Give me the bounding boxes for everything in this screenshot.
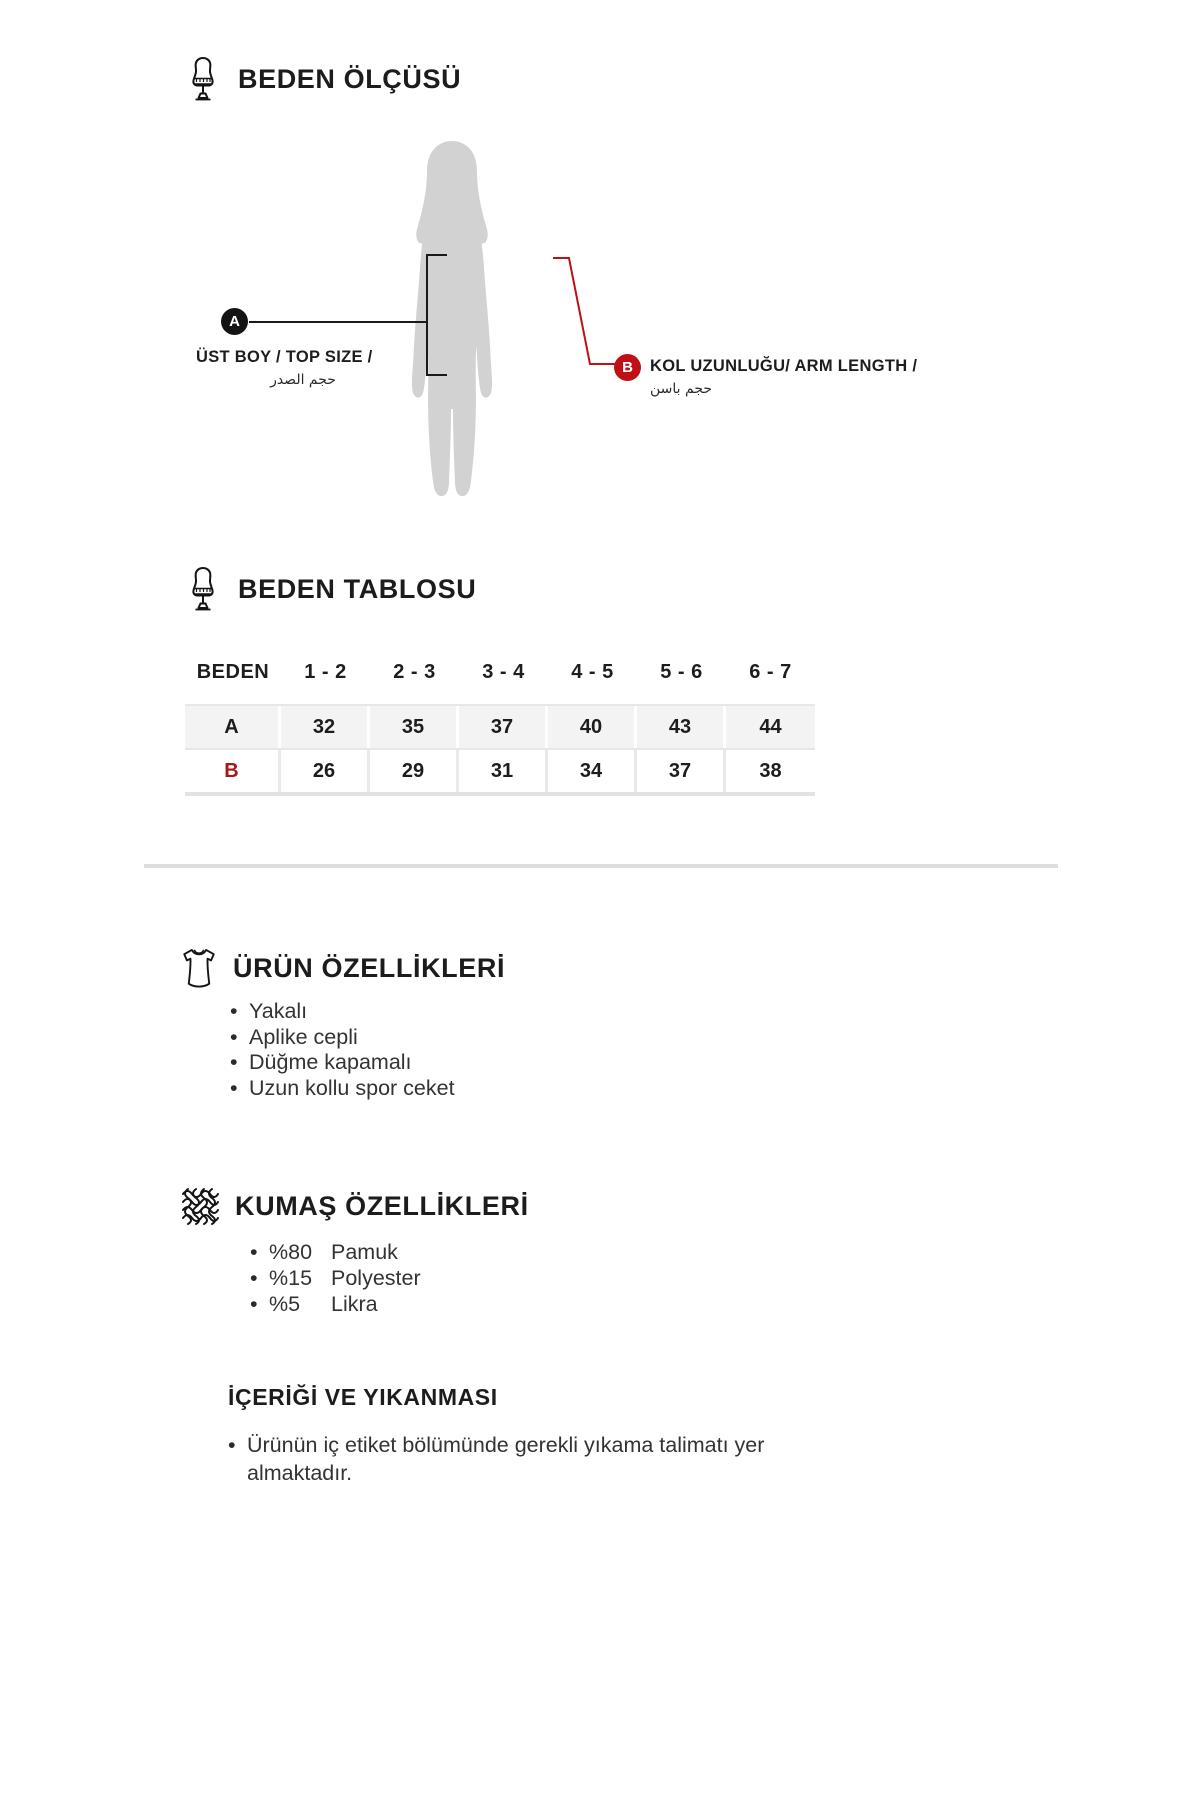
care-item: • Ürünün iç etiket bölümünde gerekli yıkama talimatı yer almaktadır. xyxy=(228,1431,828,1487)
fabric-feature-item xyxy=(250,1291,421,1317)
row-b-value: 31 xyxy=(459,750,548,792)
row-a-value: 43 xyxy=(637,706,726,748)
fabric-name: Polyester xyxy=(331,1266,421,1290)
measure-b-badge xyxy=(614,354,641,381)
fabric-features-header xyxy=(180,1186,529,1226)
row-a-label: A xyxy=(185,706,281,748)
row-b-value: 37 xyxy=(637,750,726,792)
section-divider xyxy=(144,864,1058,868)
row-b-value: 26 xyxy=(281,750,370,792)
fabric-name: Likra xyxy=(331,1292,378,1316)
measure-a-label xyxy=(196,348,410,388)
measurement-lines xyxy=(0,0,1200,540)
row-a-value: 35 xyxy=(370,706,459,748)
measure-a-text: ÜST BOY / TOP SIZE / xyxy=(196,348,373,366)
size-table-col-header: BEDEN xyxy=(196,660,270,683)
size-table xyxy=(185,652,815,796)
fabric-feature-item xyxy=(250,1239,421,1265)
row-a-value: 32 xyxy=(281,706,370,748)
measure-a-badge xyxy=(221,308,248,335)
fabric-features-list xyxy=(250,1239,421,1317)
row-b-value: 34 xyxy=(548,750,637,792)
dress-form-icon xyxy=(183,566,223,612)
size-measure-title: BEDEN ÖLÇÜSÜ xyxy=(238,63,462,94)
row-b-value: 38 xyxy=(726,750,815,792)
size-measure-header xyxy=(183,56,461,102)
size-table-col-header: 2 - 3 xyxy=(393,660,436,683)
fabric-percent: %5 xyxy=(269,1292,301,1316)
fabric-name: Pamuk xyxy=(331,1240,398,1264)
table-row-a xyxy=(185,704,815,748)
dress-form-icon xyxy=(183,56,223,102)
row-a-value: 44 xyxy=(726,706,815,748)
product-features-header xyxy=(180,946,505,990)
size-table-col-header: 5 - 6 xyxy=(660,660,703,683)
product-features-title: ÜRÜN ÖZELLİKLERİ xyxy=(233,952,506,983)
fabric-percent: %80 xyxy=(269,1240,313,1264)
child-silhouette xyxy=(385,136,519,506)
size-table-col-header: 1 - 2 xyxy=(304,660,347,683)
size-table-col-header: 6 - 7 xyxy=(749,660,792,683)
care-title: İÇERİĞİ VE YIKANMASI xyxy=(228,1384,498,1410)
fabric-weave-icon xyxy=(180,1186,220,1226)
product-feature-item: • Yakalı xyxy=(230,999,455,1025)
product-feature-item: • Düğme kapamalı xyxy=(230,1050,455,1076)
table-row-b xyxy=(185,748,815,796)
fabric-feature-item xyxy=(250,1265,421,1291)
size-table-col-header: 4 - 5 xyxy=(571,660,614,683)
care-header xyxy=(228,1384,498,1411)
fabric-features-title: KUMAŞ ÖZELLİKLERİ xyxy=(235,1190,529,1221)
row-a-value: 37 xyxy=(459,706,548,748)
measure-a-text-arabic: حجم الصدر xyxy=(270,372,336,388)
product-feature-item: • Aplike cepli xyxy=(230,1025,455,1051)
size-table-title: BEDEN TABLOSU xyxy=(238,573,477,604)
size-table-header xyxy=(183,566,476,612)
measure-b-label xyxy=(650,357,917,397)
measure-a-letter: A xyxy=(229,313,240,330)
tshirt-icon xyxy=(180,946,218,990)
row-a-value: 40 xyxy=(548,706,637,748)
fabric-percent: %15 xyxy=(269,1266,313,1290)
measure-b-text-arabic: حجم باسن xyxy=(650,381,713,397)
row-b-label: B xyxy=(185,750,281,792)
product-feature-item: • Uzun kollu spor ceket xyxy=(230,1076,455,1102)
row-b-value: 29 xyxy=(370,750,459,792)
care-list xyxy=(228,1431,828,1487)
product-features-list xyxy=(230,999,455,1101)
measure-b-text: KOL UZUNLUĞU/ ARM LENGTH / xyxy=(650,357,918,375)
size-table-col-header: 3 - 4 xyxy=(482,660,525,683)
measure-b-letter: B xyxy=(622,359,633,376)
size-table-header-row xyxy=(185,652,815,692)
